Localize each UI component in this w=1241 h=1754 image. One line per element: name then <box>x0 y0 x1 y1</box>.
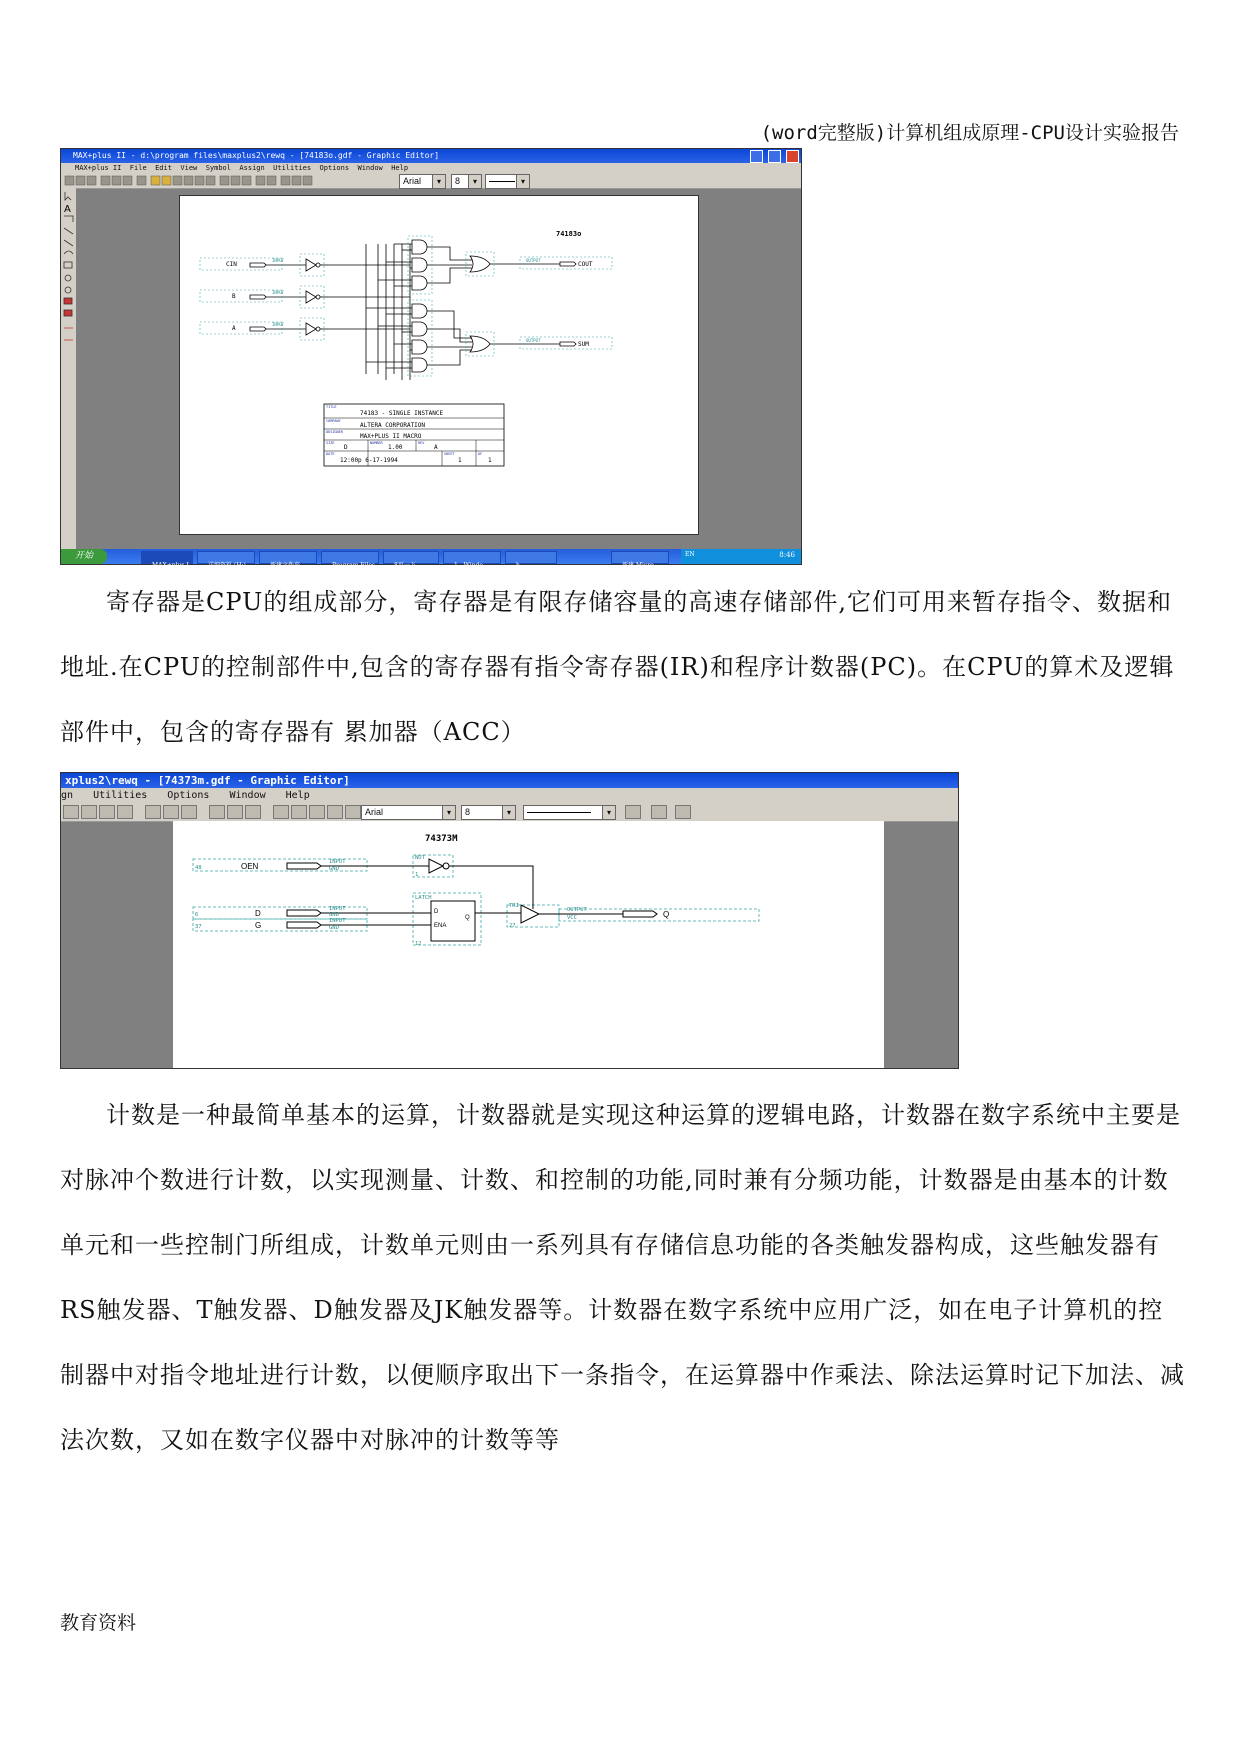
output-primitive-label: OUTPUT <box>526 258 541 263</box>
line-style-icon <box>489 181 515 182</box>
font-select[interactable] <box>399 174 446 189</box>
input-label-b: B <box>232 293 236 300</box>
input-label-a: A <box>232 325 236 332</box>
toolbar-button[interactable] <box>145 805 161 819</box>
menu-item-symbol[interactable]: Symbol <box>205 164 231 172</box>
title-block-sheet: 1 <box>458 457 462 464</box>
line-style-select[interactable] <box>485 174 530 189</box>
menu-item-help[interactable]: Help <box>391 164 409 172</box>
menu-item-options[interactable]: Options <box>319 164 350 172</box>
output-label-q: Q <box>663 910 670 919</box>
latch-port-ena: ENA <box>434 923 447 929</box>
taskbar-item[interactable]: Program Files <box>321 551 379 564</box>
minimize-icon[interactable] <box>750 150 763 163</box>
schematic-74183 <box>180 196 698 534</box>
toolbar-icons[interactable] <box>63 174 393 188</box>
paragraph-registers <box>60 570 1185 765</box>
menu-item-options[interactable]: Options <box>167 790 210 801</box>
toolbar-button[interactable] <box>651 805 667 819</box>
input-label-g: G <box>255 921 262 930</box>
output-label-cout: COUT <box>578 261 593 268</box>
grid-toggle-button[interactable] <box>625 805 641 819</box>
font-value: Arial <box>365 807 384 817</box>
line-style-icon <box>527 812 591 813</box>
latch-label: LATCH <box>415 895 432 901</box>
input-primitive-label: INPUT <box>329 906 346 912</box>
chevron-down-icon[interactable]: ▾ <box>442 806 455 819</box>
toolbar-button[interactable] <box>209 805 225 819</box>
menu-item-window[interactable]: Window <box>229 790 266 801</box>
title-block-rev: A <box>434 444 438 451</box>
toolbar-button[interactable] <box>227 805 243 819</box>
title-block-number: 1.00 <box>388 444 403 451</box>
toolbar-button[interactable] <box>309 805 325 819</box>
title-block-title: 74183 - SINGLE INSTANCE <box>360 410 444 417</box>
menu-item-utilities[interactable]: Utilities <box>273 164 312 172</box>
taskbar-item[interactable]: 1 - Windo... <box>443 551 501 564</box>
input-primitive-label: INPUT <box>272 290 285 295</box>
toolbar-button[interactable] <box>81 805 97 819</box>
menu-item-utilities[interactable]: Utilities <box>93 790 148 801</box>
menu-item-edit[interactable]: Edit <box>155 164 172 172</box>
pin-number: 37 <box>195 924 202 930</box>
maxplus-screenshot-1 <box>60 148 802 569</box>
line-style-select[interactable] <box>523 805 616 820</box>
menu-item-help[interactable]: Help <box>285 790 310 801</box>
title-block-size: D <box>344 444 348 451</box>
window-title: xplus2\rewq - [74373m.gdf - Graphic Editor] <box>65 774 350 787</box>
input-label-oen: OEN <box>241 862 259 871</box>
window-title-bar <box>61 149 801 163</box>
instance-id: 12 <box>415 941 422 947</box>
toolbar-button[interactable] <box>675 805 691 819</box>
input-primitive-label: INPUT <box>272 322 285 327</box>
size-value: 8 <box>455 176 461 186</box>
taskbar-item[interactable]: 8页一下... <box>383 551 439 564</box>
menu-item-assign[interactable]: Assign <box>239 164 265 172</box>
chip-label: 74183o <box>556 230 582 238</box>
paragraph-counters <box>60 1083 1185 1473</box>
rev-field-label: REV <box>418 441 425 445</box>
menu-bar <box>61 163 801 174</box>
title-block-designer: MAX+PLUS II MACRO <box>360 433 422 440</box>
title-block-company: ALTERA CORPORATION <box>360 422 426 429</box>
chevron-down-icon[interactable]: ▾ <box>468 175 481 188</box>
maximize-icon[interactable] <box>768 150 781 163</box>
toolbar-button[interactable] <box>327 805 343 819</box>
taskbar-item[interactable]: 详细资料 (H:) <box>197 551 255 564</box>
taskbar-item[interactable]: MAX+plus I... <box>141 551 193 564</box>
toolbar-button[interactable] <box>63 805 79 819</box>
menu-item-maxplus[interactable]: MAX+plus II <box>75 164 122 172</box>
window-title: MAX+plus II - d:\program files\maxplus2\rewq - [74183o.gdf - Graphic Editor] <box>73 151 440 160</box>
vcc-label: VCC <box>567 915 577 921</box>
title-block-date: 12:00p 6-17-1994 <box>340 457 398 464</box>
schematic-sheet-74373 <box>173 821 884 1068</box>
taskbar-item[interactable]: 新建 Micro... <box>611 551 669 564</box>
paragraph-text: 计数是一种最简单基本的运算，计数器就是实现这种运算的逻辑电路，计数器在数字系统中主要是对脉冲个数进行计数，以实现测量、计数、和控制的功能,同时兼有分频功能，计数器是由基本的计数单元和一些控制门所组成，计数单元则由一系列具有存储信息功能的各类触发器构成，这些触发器有RS触发器、T触发器、D触发器及JK触发器等。计数器在数字系统中应用广泛，如在电子计算机的控制器中对指令地址进行计数，以便顺序取出下一条指令，在运算器中作乘法、除法运算时记下加法、减法次数，又如在数字仪器中对脉冲的计数等等 <box>60 1101 1185 1454</box>
toolbar <box>61 803 958 822</box>
language-indicator[interactable]: EN <box>685 551 695 558</box>
sheet-field-label: SHEET <box>444 452 455 456</box>
toolbar-button[interactable] <box>345 805 361 819</box>
toolbar-button[interactable] <box>99 805 115 819</box>
size-select[interactable] <box>461 805 516 820</box>
designer-field-label: DESIGNER <box>326 430 343 434</box>
close-icon[interactable] <box>786 150 799 163</box>
document-header: (word完整版)计算机组成原理-CPU设计实验报告 <box>760 122 1179 144</box>
windows-taskbar <box>61 549 801 569</box>
left-tool-palette <box>61 188 76 549</box>
menu-item-file[interactable]: File <box>129 164 147 172</box>
latch-port-d: D <box>434 909 439 915</box>
font-value: Arial <box>403 176 422 186</box>
output-primitive-label: OUTPUT <box>567 907 587 913</box>
window-title-bar <box>61 773 958 788</box>
latch-port-q: Q <box>465 915 470 921</box>
not-label: NOT <box>415 855 425 861</box>
font-select[interactable] <box>361 805 456 820</box>
taskbar-item[interactable]: h <box>505 551 557 564</box>
date-field-label: DATE <box>326 452 335 456</box>
schematic-74373 <box>173 821 884 1068</box>
menu-item-assign[interactable]: gn <box>61 790 74 801</box>
gnd-label: GND <box>329 866 339 872</box>
toolbar-button[interactable] <box>291 805 307 819</box>
input-primitive-label: INPUT <box>329 859 346 865</box>
size-select[interactable] <box>451 174 482 189</box>
title-block-of: 1 <box>488 457 492 464</box>
toolbar-button[interactable] <box>245 805 261 819</box>
chevron-down-icon[interactable]: ▾ <box>602 806 615 819</box>
of-field-label: OF <box>478 452 483 456</box>
pin-number: 6 <box>195 912 199 918</box>
menu-item-view[interactable]: View <box>180 164 198 172</box>
instance-id: 1 <box>415 872 419 878</box>
toolbar <box>61 174 801 189</box>
number-field-label: NUMBER <box>370 441 383 445</box>
title-field-label: TITLE <box>326 405 337 409</box>
output-label-sum: SUM <box>578 341 589 348</box>
toolbar-button[interactable] <box>273 805 289 819</box>
toolbar-button[interactable] <box>117 805 133 819</box>
size-value: 8 <box>465 807 471 817</box>
chip-label: 74373M <box>425 834 458 844</box>
input-primitive-label: INPUT <box>272 258 285 263</box>
pin-number: 48 <box>195 865 202 871</box>
system-tray <box>681 549 801 564</box>
schematic-sheet-74183 <box>179 195 699 535</box>
paragraph-text: 寄存器是CPU的组成部分，寄存器是有限存储容量的高速存储部件,它们可用来暂存指令、数据和地址.在CPU的控制部件中,包含的寄存器有指令寄存器(IR)和程序计数器(PC)。在CPU的算术及逻辑部件中，包含的寄存器有 累加器（ACC） <box>60 588 1175 746</box>
taskbar-item[interactable]: 新建文件夹 <box>259 551 317 564</box>
tri-label: TRI <box>509 903 519 909</box>
start-button[interactable]: 开始 <box>61 549 107 564</box>
input-label-cin: CIN <box>226 261 237 268</box>
input-primitive-label: INPUT <box>329 918 346 924</box>
output-primitive-label: OUTPUT <box>526 338 541 343</box>
document-footer: 教育资料 <box>60 1612 137 1634</box>
svg-text:A: A <box>64 204 71 215</box>
maxplus-screenshot-2 <box>60 772 959 1069</box>
tool-icons[interactable] <box>61 188 76 388</box>
toolbar-button[interactable] <box>181 805 197 819</box>
chevron-down-icon[interactable]: ▾ <box>432 175 445 188</box>
clock: 8:46 <box>779 551 795 559</box>
menu-item-window[interactable]: Window <box>357 164 383 172</box>
gnd-label: GND <box>329 912 339 918</box>
chevron-down-icon[interactable]: ▾ <box>516 175 529 188</box>
pin-number: 27 <box>509 923 516 929</box>
company-field-label: COMPANY <box>326 419 341 423</box>
input-label-d: D <box>255 909 261 918</box>
size-field-label: SIZE <box>326 441 335 445</box>
title-block <box>324 404 504 466</box>
chevron-down-icon[interactable]: ▾ <box>502 806 515 819</box>
toolbar-button[interactable] <box>163 805 179 819</box>
menu-bar <box>61 788 958 803</box>
gnd-label: GND <box>329 925 339 931</box>
